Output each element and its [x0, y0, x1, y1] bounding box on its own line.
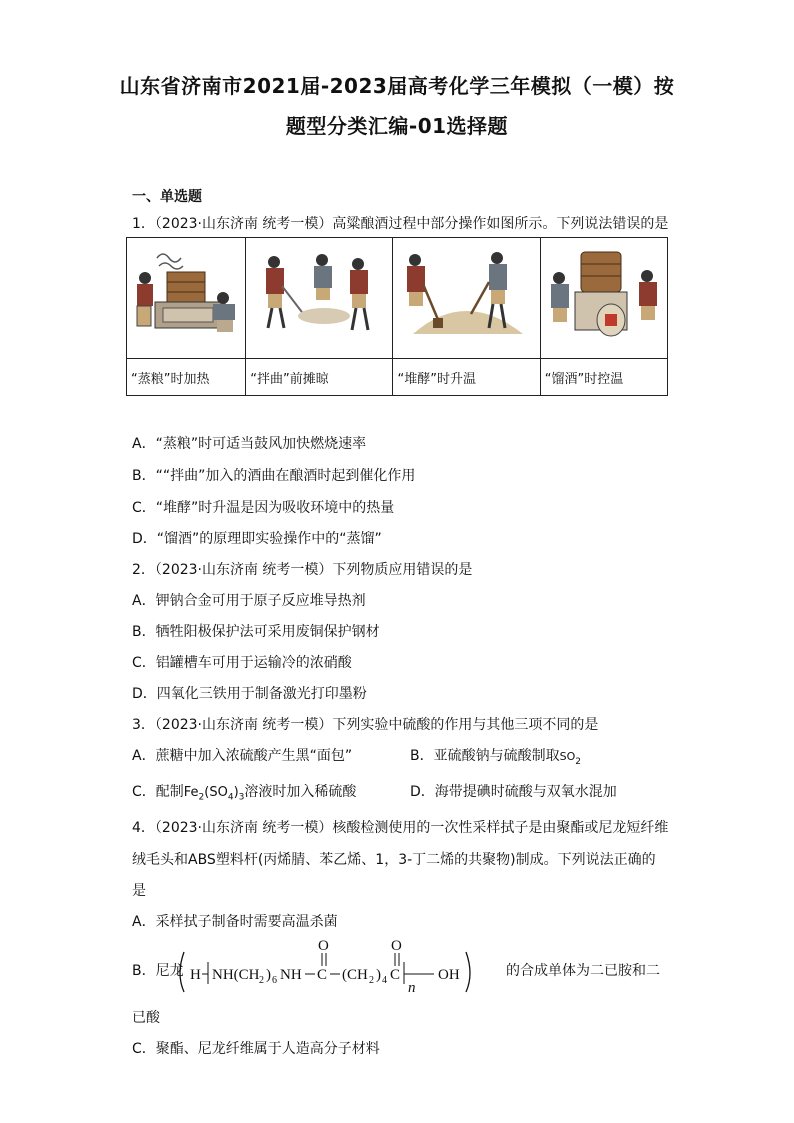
q3-option-d: D．海带提碘时硫酸与双氧水混加 — [410, 784, 617, 800]
nylon-structural-formula — [176, 938, 502, 996]
svg-text:NH(CH: NH(CH — [212, 967, 260, 983]
q4-option-b — [132, 938, 672, 996]
q3-stem: 3．（2023·山东济南 统考一模）下列实验中硫酸的作用与其他三项不同的是 — [132, 717, 599, 733]
spreading-grain-illustration — [246, 238, 393, 359]
caption-spreading: “拌曲”前摊晾 — [246, 359, 393, 396]
piling-fermentation-illustration — [393, 238, 540, 359]
q3-option-a: A．蔗糖中加入浓硫酸产生黑“面包” — [132, 748, 353, 764]
q4-option-b-continued: 已酸 — [132, 1010, 160, 1026]
document-title-line-2: 题型分类汇编-01选择题 — [285, 114, 509, 138]
q1-stem: 1．（2023·山东济南 统考一模）高粱酿酒过程中部分操作如图所示。下列说法错误的是 — [132, 216, 669, 232]
svg-text:C: C — [390, 967, 401, 983]
svg-text:O: O — [391, 938, 402, 954]
q4-stem-line-3: 是 — [132, 883, 146, 899]
q1-option-c: C．“堆酵”时升温是因为吸收环境中的热量 — [132, 500, 395, 516]
q2-option-a: A．钾钠合金可用于原子反应堆导热剂 — [132, 593, 366, 609]
document-title-line-1: 山东省济南市2021届-2023届高考化学三年模拟（一模）按 — [119, 74, 675, 98]
svg-text:2: 2 — [369, 975, 374, 986]
q3-option-b: B．亚硫酸钠与硫酸制取$SO_2$ — [410, 748, 581, 767]
svg-text:): ) — [376, 967, 381, 983]
q1-option-a: A．“蒸粮”时可适当鼓风加快燃烧速率 — [132, 436, 367, 452]
steaming-grain-illustration — [127, 238, 246, 359]
svg-text:O: O — [318, 938, 329, 954]
q4-option-c: C．聚酯、尼龙纤维属于人造高分子材料 — [132, 1041, 380, 1057]
q2-stem: 2．（2023·山东济南 统考一模）下列物质应用错误的是 — [132, 562, 473, 578]
svg-text:C: C — [317, 967, 328, 983]
q4-stem-line-2: 绒毛头和ABS塑料杆(丙烯腈、苯乙烯、1，3-丁二烯的共聚物)制成。下列说法正确的 — [132, 852, 656, 868]
distilling-liquor-illustration — [540, 238, 667, 359]
svg-text:2: 2 — [259, 975, 264, 986]
q4-stem-line-1: 4．（2023·山东济南 统考一模）核酸检测使用的一次性采样拭子是由聚酯或尼龙短纤维 — [132, 820, 669, 836]
svg-text:n: n — [408, 980, 416, 996]
svg-text:6: 6 — [272, 975, 277, 986]
q2-option-c: C．铝罐槽车可用于运输冷的浓硝酸 — [132, 655, 352, 671]
ferric-sulfate-formula: $Fe_2(SO_4)_3$ — [183, 785, 245, 803]
q4-option-b-prefix: B．尼龙 — [132, 963, 184, 979]
q2-option-d: D．四氧化三铁用于制备激光打印墨粉 — [132, 686, 367, 702]
q3-option-c: C．配制$Fe_2(SO_4)_3$溶液时加入稀硫酸 — [132, 784, 357, 803]
svg-text:OH: OH — [438, 967, 460, 983]
q1-option-d: D．“馏酒”的原理即实验操作中的“蒸馏” — [132, 531, 382, 547]
svg-text:(CH: (CH — [342, 967, 368, 983]
caption-distilling: “馏酒”时控温 — [540, 359, 667, 396]
svg-text:4: 4 — [382, 975, 387, 986]
caption-steaming: “蒸粮”时加热 — [127, 359, 246, 396]
svg-text:NH: NH — [280, 967, 302, 983]
q1-option-b: B．““拌曲”加入的酒曲在酿酒时起到催化作用 — [132, 468, 416, 484]
caption-piling: “堆酵”时升温 — [393, 359, 540, 396]
q4-option-a: A．采样拭子制备时需要高温杀菌 — [132, 914, 338, 930]
section-heading: 一、单选题 — [132, 189, 202, 205]
svg-text:): ) — [266, 967, 271, 983]
svg-text:H: H — [190, 967, 201, 983]
q2-option-b: B．牺牲阳极保护法可采用废铜保护钢材 — [132, 624, 380, 640]
q4-option-b-suffix: 的合成单体为二已胺和二 — [506, 963, 660, 979]
q1-illustration-table — [126, 237, 668, 396]
